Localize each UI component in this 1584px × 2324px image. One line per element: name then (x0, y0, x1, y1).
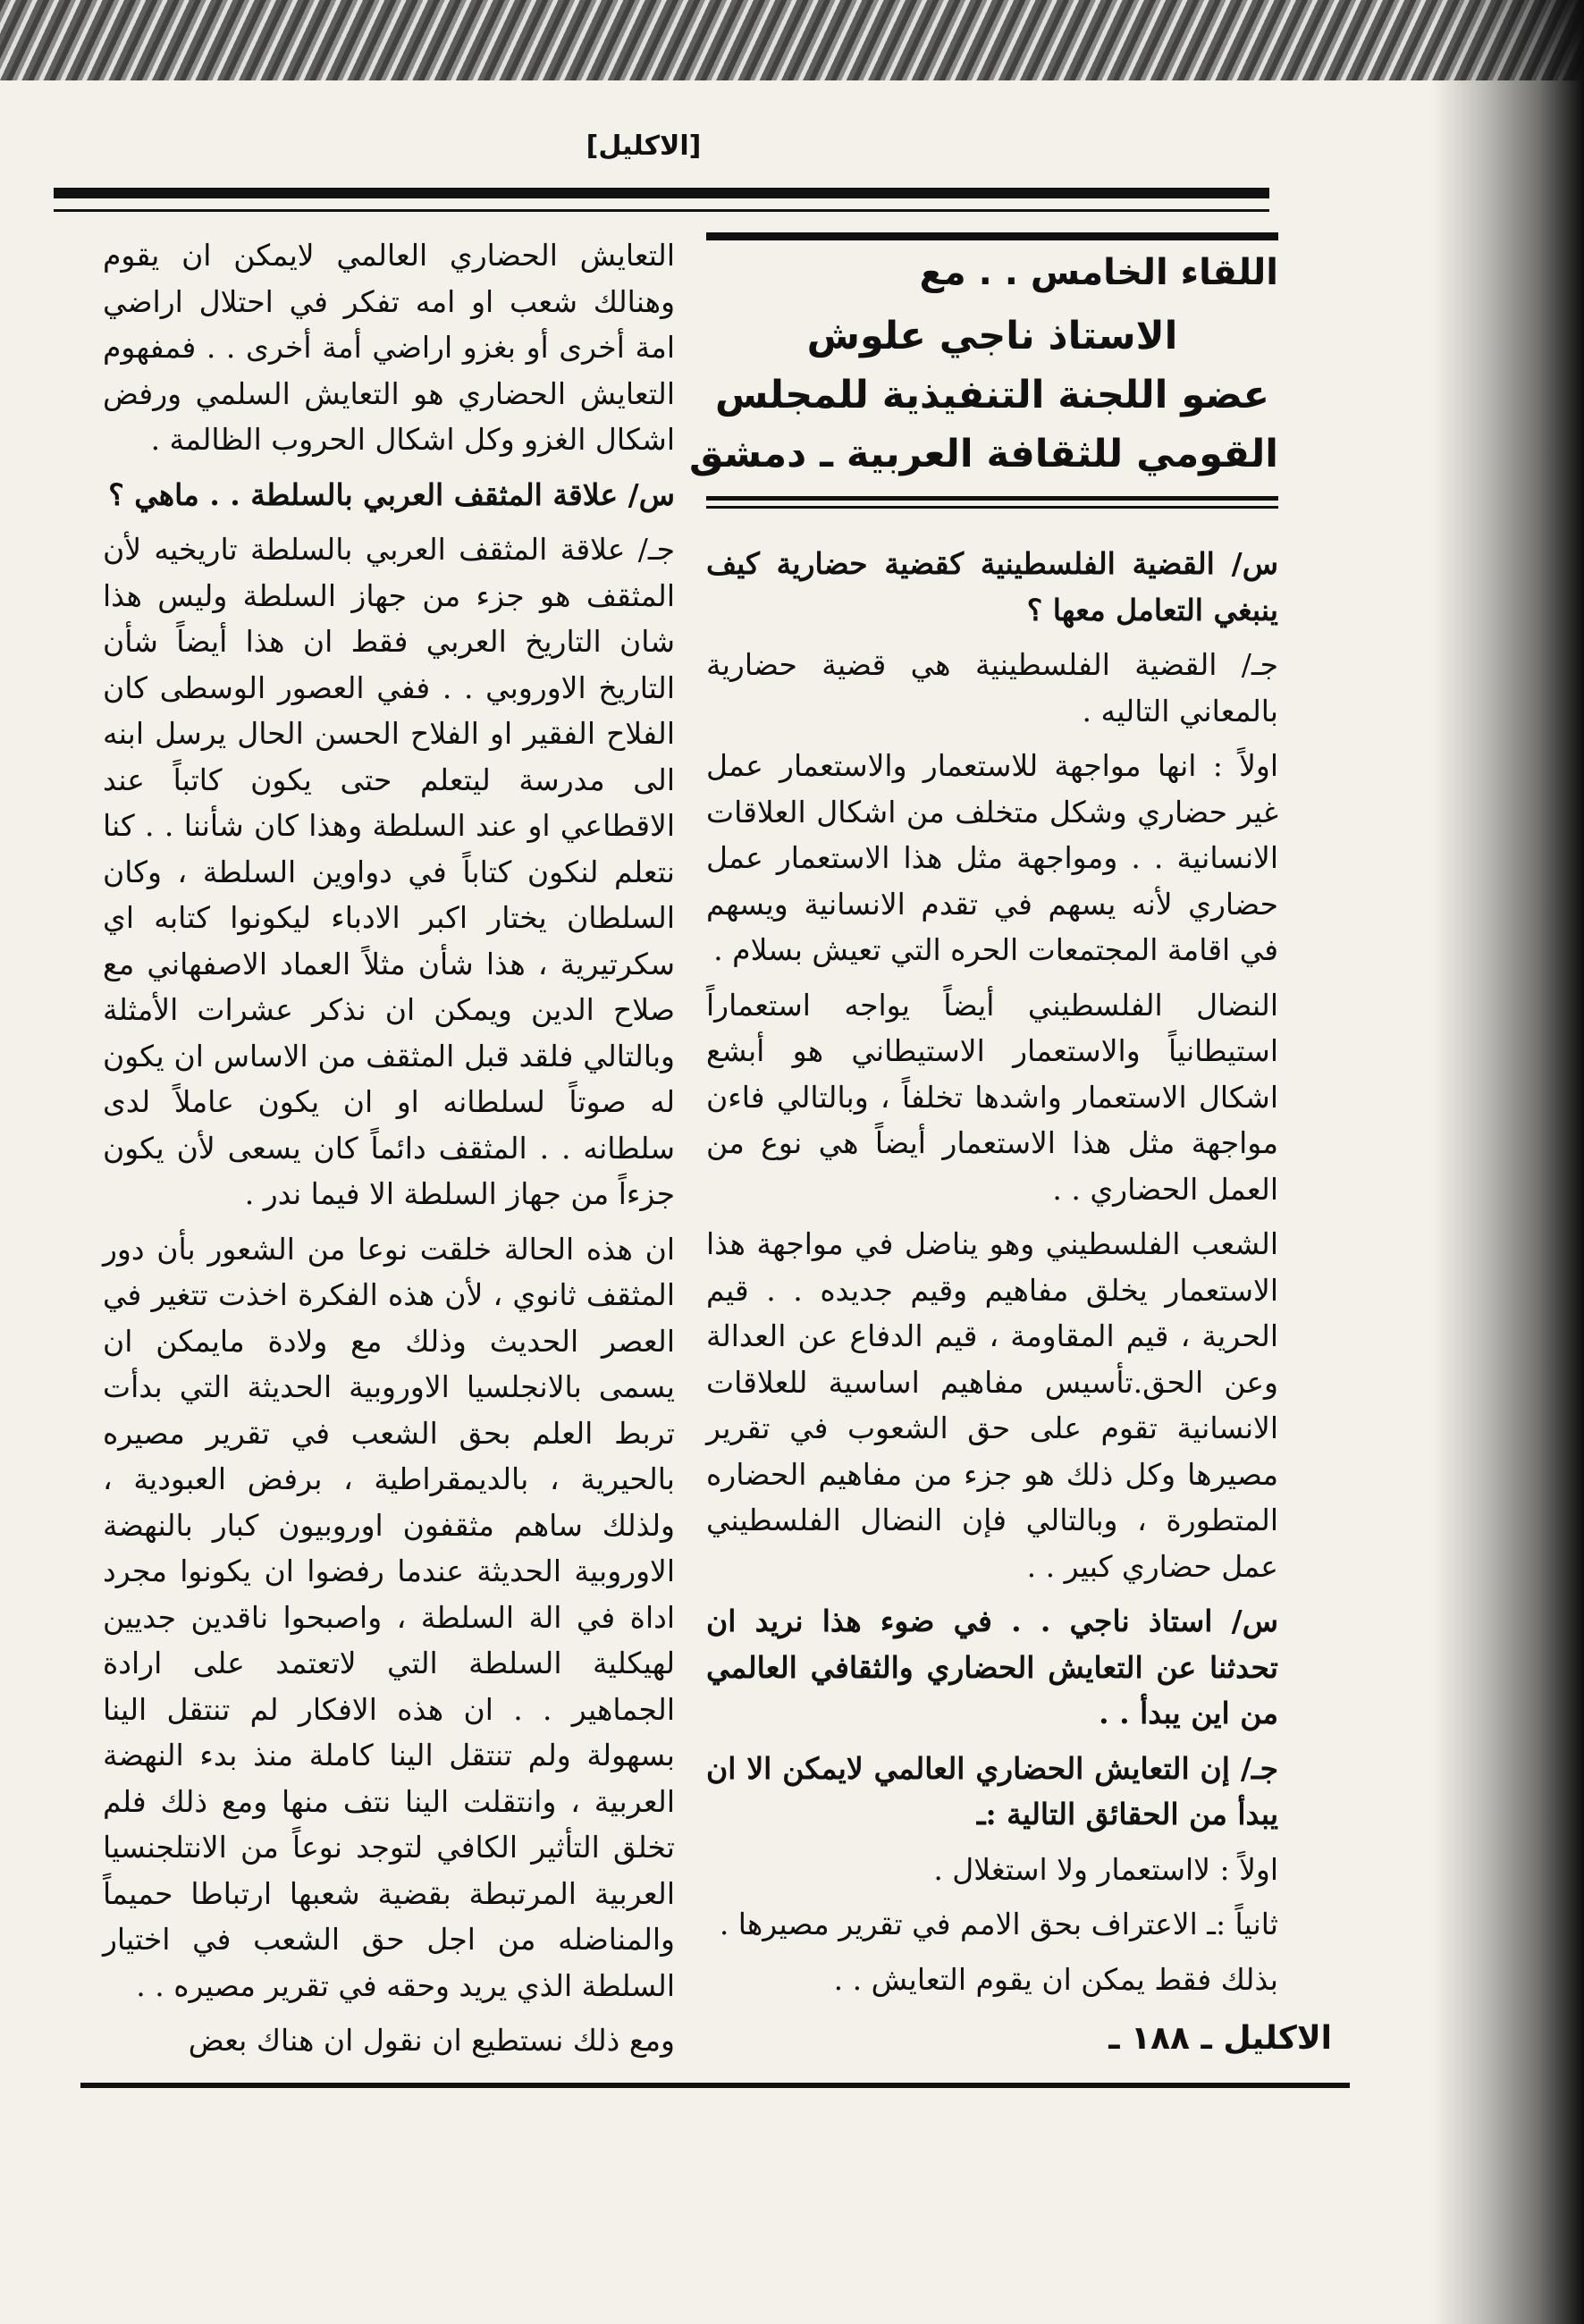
body-paragraph: ومع ذلك نستطيع ان نقول ان هناك بعض (188, 2023, 675, 2058)
body-paragraph: ثانياً :ـ الاعتراف بحق الامم في تقرير مصيرها . (719, 1907, 1278, 1941)
question-paragraph: س/ القضية الفلسطينية كقضية حضارية كيف ينبغي التعامل معها ؟ (706, 546, 1278, 627)
title-rule-bottom-thin (706, 506, 1278, 509)
body-paragraph: التعايش الحضاري العالمي لايمكن ان يقوم وهنالك شعب او امه تفكر في احتلال اراضي امة أخرى أو بغزو اراضي أمة أخرى . . فمفهوم التعايش الحضاري هو التعايش السلمي ورفض اشكال الغزو وكل اشكال الحروب الظالمة . (103, 238, 675, 457)
title-line: القومي للثقافة العربية ـ دمشق (689, 432, 1278, 476)
footer-rule (80, 2083, 1350, 2088)
answer-paragraph: جـ/ علاقة المثقف العربي بالسلطة تاريخيه لأن المثقف هو جزء من جهاز السلطة وليس هذا شان التاريخ العربي فقط ان هذا أيضاً شأن التاريخ الاوروبي . . ففي العصور الوسطى كان الفلاح الفقير او الفلاح الحسن الحال يرسل ابنه الى مدرسة ليتعلم حتى يكون كاتباً عند الاقطاعي او عند السلطة وهذا كان شأننا . . كنا نتعلم لنكون كتاباً في دواوين السلطة ، وكان السلطان يختار اكبر الادباء ليكونوا كتابه اي سكرتيرية ، هذا شأن مثلاً العماد الاصفهاني مع صلاح الدين ويمكن ان نذكر عشرات الأمثلة وبالتالي فلقد قبل المثقف من الاساس ان يكون له صوتاً لسلطانه او ان يكون عاملاً لدى سلطانه . . المثقف دائماً كان يسعى لأن يكون جزءاً من جهاز السلطة الا فيما ندر . (103, 532, 675, 1211)
title-line: عضو اللجنة التنفيذية للمجلس (714, 373, 1270, 417)
title-line: الاستاذ ناجي علوش (806, 314, 1178, 358)
body-paragraph: النضال الفلسطيني أيضاً يواجه استعماراً استيطانياً والاستعمار الاستيطاني هو أبشع اشكال الاستعمار واشدها تخلفاً ، وبالتالي فاءن مواجهة مثل هذا الاستعمار أيضاً هي نوع من العمل الحضاري . . (706, 987, 1278, 1207)
page-folio: الاكليل ـ ١٨٨ ـ (1108, 2020, 1332, 2057)
magazine-page (54, 98, 1359, 2226)
scan-edge-right (1432, 0, 1584, 2324)
running-head: [الاكليل] (586, 131, 702, 162)
answer-paragraph: جـ/ إن التعايش الحضاري العالمي لايمكن الا ان يبدأ من الحقائق التالية :ـ (706, 1750, 1278, 1831)
interview-subject (689, 307, 1278, 484)
question-paragraph: س/ استاذ ناجي . . في ضوء هذا نريد ان تحدثنا عن التعايش الحضاري والثقافي العالمي من اين يبدأ . . (706, 1604, 1278, 1730)
question-paragraph: س/ علاقة المثقف العربي بالسلطة . . ماهي ؟ (108, 476, 675, 512)
header-rule-thin (54, 209, 1269, 212)
body-paragraph: ان هذه الحالة خلقت نوعا من الشعور بأن دور المثقف ثانوي ، لأن هذه الفكرة اخذت تتغير في العصر الحديث وذلك مع ولادة مايمكن ان يسمى بالانجلسيا الاوروبية الحديثة التي بدأت تربط العلم بحق الشعب في تقرير مصيره بالحيرية ، بالديمقراطية ، برفض العبودية ، ولذلك ساهم مثقفون اوروبيون كبار بالنهضة الاوروبية الحديثة عندما رفضوا ان يكونوا مجرد اداة في الة السلطة ، واصبحوا ناقدين جديين لهيكلية السلطة التي لاتعتمد على ارادة الجماهير . . ان هذه الافكار لم تنتقل الينا بسهولة ولم تنتقل الينا كاملة منذ بدء النهضة العربية ، وانتقلت الينا نتف منها ومع ذلك فلم تخلق التأثير الكافي لتوجد نوعاً من الانتلجنسيا العربية المرتبطة بقضية شعبها ارتباطا حميماً والمناضله من اجل حق الشعب في اختيار السلطة الذي يريد وحقه في تقرير مصيره . . (103, 1231, 675, 2003)
right-column (689, 232, 1278, 2011)
body-paragraph: اولاً : لااستعمار ولا استغلال . (933, 1851, 1278, 1887)
title-rule-bottom (706, 496, 1278, 501)
interview-title-box (689, 232, 1278, 509)
body-paragraph: الشعب الفلسطيني وهو يناضل في مواجهة هذا الاستعمار يخلق مفاهيم وقيم جديده . . قيم الحرية ، قيم المقاومة ، قيم الدفاع عن العدالة وعن الحق.تأسيس مفاهيم اساسية للعلاقات الانسانية تقوم على حق الشعوب في تقرير مصيرها وكل ذلك هو جزء من مفاهيم الحضاره المتطورة ، وبالتالي فإن النضال الفلسطيني عمل حضاري كبير . . (706, 1226, 1278, 1584)
title-rule-top (706, 232, 1278, 240)
body-paragraph: اولاً : انها مواجهة للاستعمار والاستعمار عمل غير حضاري وشكل متخلف من اشكال العلاقات الانسانية . . ومواجهة مثل هذا الاستعمار عمل حضاري لأنه يسهم في تقدم الانسانية ويسهم في اقامة المجتمعات الحره التي تعيش بسلام . (706, 748, 1278, 967)
scan-edge-top (0, 0, 1584, 80)
answer-paragraph: جـ/ القضية الفلسطينية هي قضية حضارية بالمعاني التاليه . (706, 647, 1278, 728)
header-rule (54, 188, 1269, 198)
body-paragraph: بذلك فقط يمكن ان يقوم التعايش . . (833, 1961, 1278, 1997)
left-column (103, 232, 675, 2073)
interview-heading: اللقاء الخامس . . مع (919, 252, 1278, 293)
